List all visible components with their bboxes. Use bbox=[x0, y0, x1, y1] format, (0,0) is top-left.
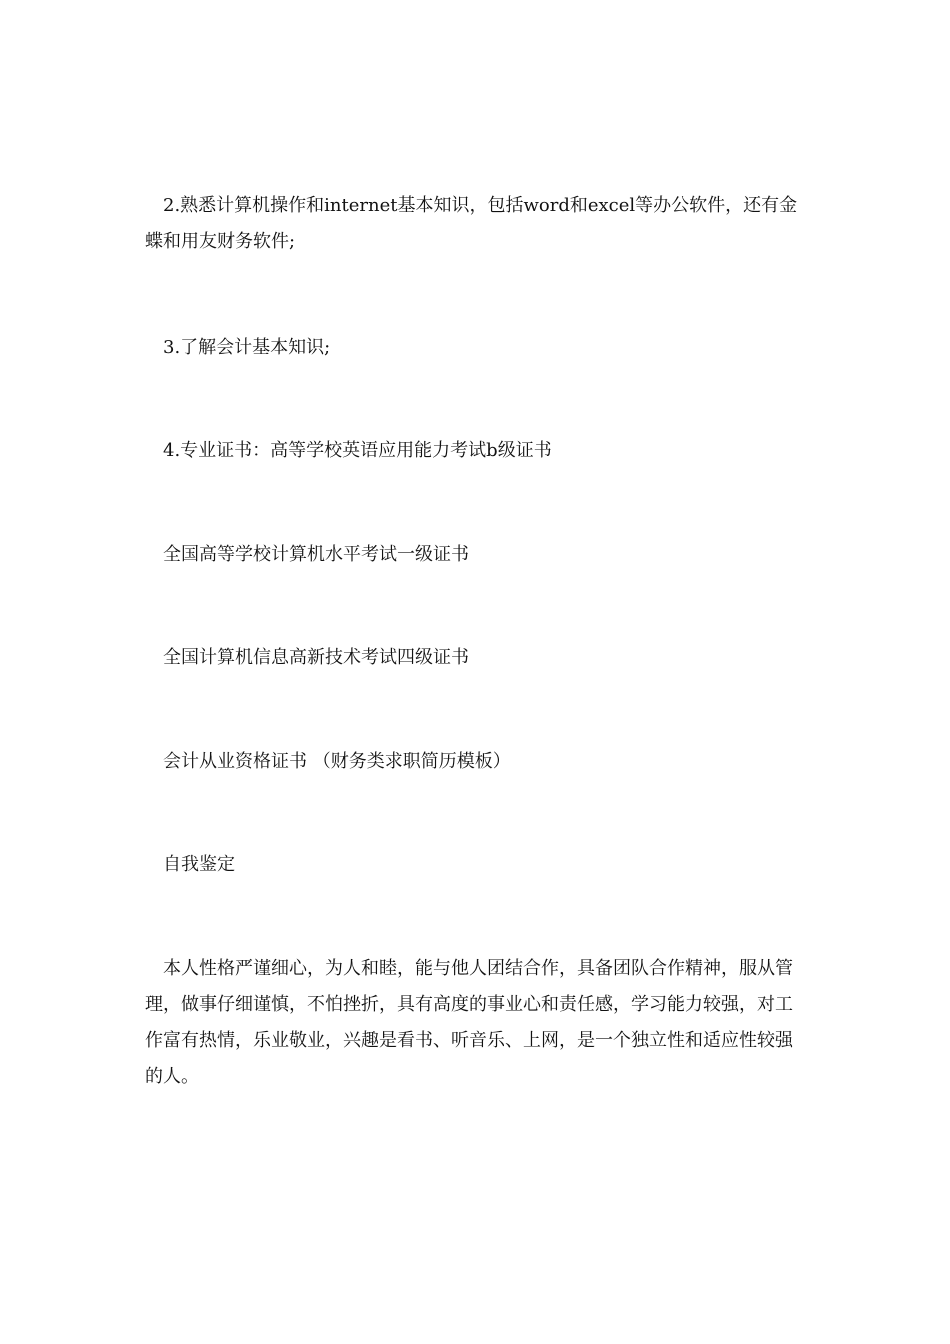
section-heading-self-evaluation: 自我鉴定 bbox=[163, 854, 235, 875]
paragraph-it-tech-cert: 全国计算机信息高新技术考试四级证书 bbox=[163, 647, 469, 668]
paragraph-computer-skills: 2.熟悉计算机操作和internet基本知识，包括word和excel等办公软件，还有金蝶和用友财务软件; bbox=[145, 195, 798, 252]
paragraph-certificates: 4.专业证书：高等学校英语应用能力考试b级证书 bbox=[163, 440, 552, 461]
paragraph-computer-level-cert: 全国高等学校计算机水平考试一级证书 bbox=[163, 544, 469, 565]
paragraph-self-evaluation: 本人性格严谨细心，为人和睦，能与他人团结合作，具备团队合作精神，服从管理，做事仔细谨慎，不怕挫折，具有高度的事业心和责任感，学习能力较强，对工作富有热情，乐业敬业，兴趣是看书、听音乐、上网，是一个独立性和适应性较强的人。 bbox=[145, 958, 793, 1087]
paragraph-accounting-knowledge: 3.了解会计基本知识; bbox=[163, 337, 331, 358]
paragraph-accounting-cert: 会计从业资格证书 （财务类求职简历模板） bbox=[163, 751, 511, 772]
